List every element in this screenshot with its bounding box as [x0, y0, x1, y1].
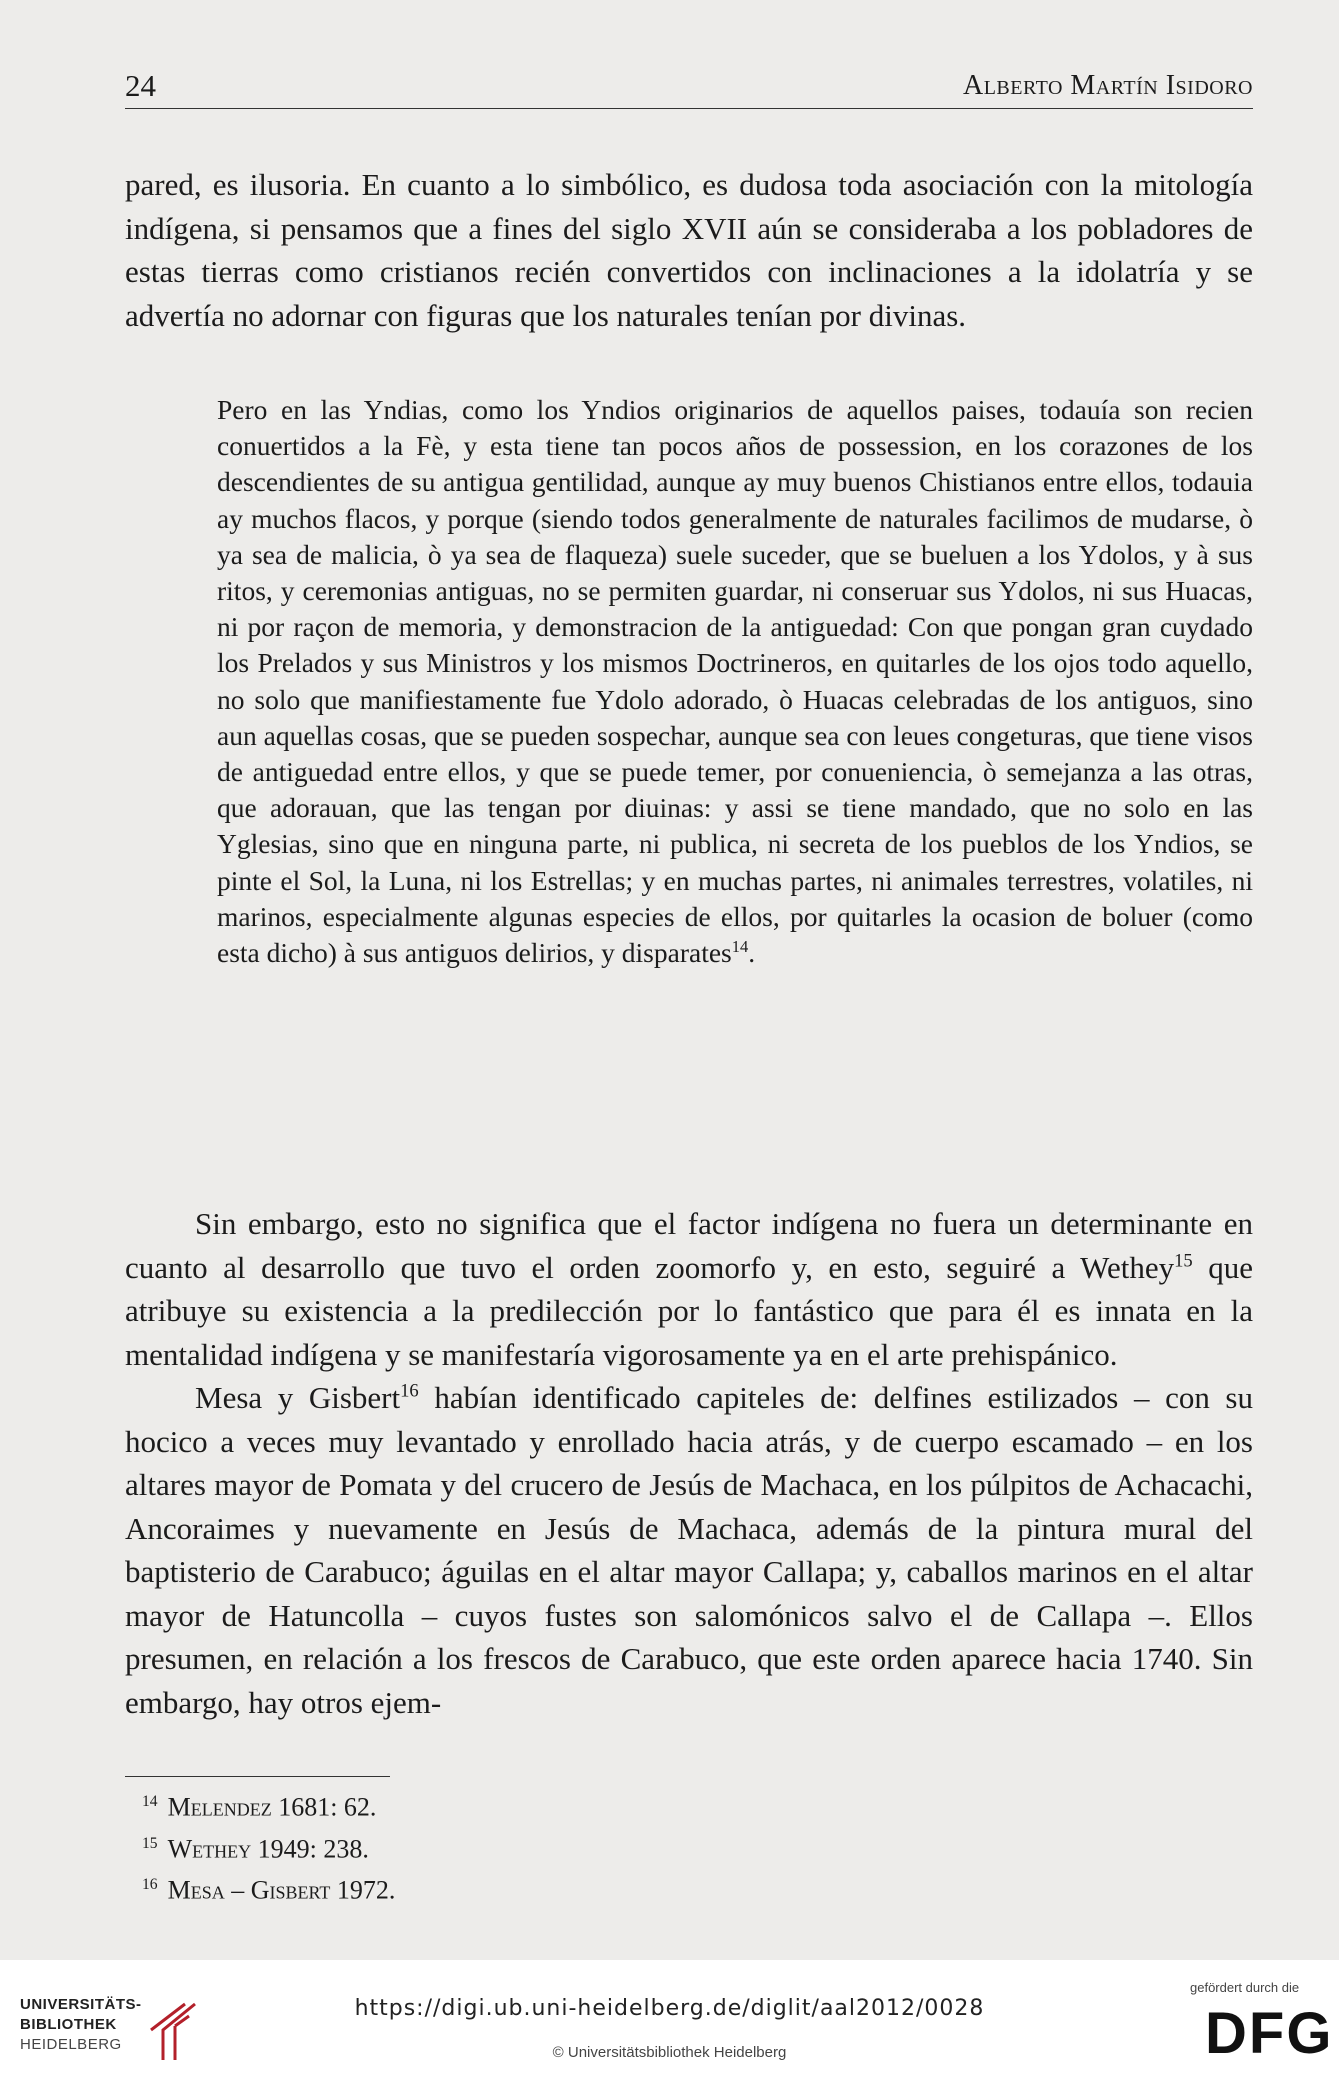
funding-note: gefördert durch die: [1190, 1980, 1300, 1995]
quote-end: .: [748, 937, 756, 969]
page-number: 24: [125, 68, 156, 103]
copyright-notice: © Universitätsbibliothek Heidelberg: [552, 2044, 787, 2061]
logo-line-2: BIBLIOTHEK: [20, 2016, 117, 2033]
digitization-footer: [0, 1960, 1339, 2099]
footnote-author: Melendez: [167, 1792, 272, 1822]
dfg-logo[interactable]: DFG: [1205, 2001, 1334, 2066]
paragraph-1: [125, 163, 1253, 337]
body-continuation: [125, 1202, 1253, 1724]
footnote-author: Wethey: [167, 1834, 252, 1864]
footnote-reference: 1681: 62.: [271, 1792, 377, 1822]
logo-line-3: HEIDELBERG: [20, 2036, 122, 2053]
paragraph-3: [125, 1376, 1253, 1724]
footnote-reference: 1972.: [330, 1875, 396, 1905]
footnote-divider: [125, 1776, 390, 1777]
paragraph-2-part-b: que atribuye su existencia a la predilección por lo fantástico que para él es innata en la mentalidad indígena y se manifestaría vigorosamente ya en el arte prehispánico.: [125, 1249, 1253, 1372]
paragraph-2: [125, 1202, 1253, 1376]
paragraph-3-part-b: habían identificado capiteles de: delfines estilizados – con su hocico a veces muy levantado y enrollado hacia atrás, y de cuerpo escamado – en los altares mayor de Pomata y del crucero de Jesús de Machaca, en los púlpitos de Achacachi, Ancoraimes y nuevamente en Jesús de Machaca, además de la pintura mural del baptisterio de Carabuco; águilas en el altar mayor Callapa; y, caballos marinos en el altar mayor de Hatuncolla – cuyos fustes son salomónicos salvo el de Callapa –. Ellos presumen, en relación a los frescos de Carabuco, que este orden aparece hacia 1740. Sin embargo, hay otros ejem-: [125, 1380, 1253, 1720]
paragraph-3-part-a: Mesa y Gisbert: [195, 1380, 401, 1415]
footnote-16: [142, 1867, 395, 1909]
paragraph-2-part-a: Sin embargo, esto no significa que el factor indígena no fuera un determinante en cuanto al desarrollo que tuvo el orden zoomorfo y, en esto, seguiré a Wethey: [125, 1206, 1253, 1285]
footnote-reference: 1949: 238.: [251, 1834, 369, 1864]
footnote-ref-15[interactable]: 15: [1174, 1250, 1193, 1272]
footnote-15: [142, 1826, 395, 1868]
footnotes: [142, 1784, 395, 1909]
footnote-number: 14: [142, 1793, 158, 1810]
footnote-14: [142, 1784, 395, 1826]
quote-body: Pero en las Yndias, como los Yndios originarios de aquellos paises, todauía son recien conuertidos a la Fè, y esta tiene tan pocos años de possession, en los corazones de los descendientes de su antigua gentilidad, aunque ay muy buenos Chistianos entre ellos, todauia ay muchos flacos, y porque (siendo todos generalmente de naturales facilimos de mudarse, ò ya sea de malicia, ò ya sea de flaqueza) suele suceder, que se bueluen a los Ydolos, y à sus ritos, y ceremonias antiguas, no se permiten guardar, ni conseruar sus Ydolos, ni sus Huacas, ni por raçon de memoria, y demonstracion de la antiguedad: Con que pongan gran cuydado los Prelados y sus Ministros y los mismos Doctrineros, en quitarles de los ojos todo aquello, no solo que manifiestamente fue Ydolo adorado, ò Huacas celebradas de los antiguos, sino aun aquellas cosas, que se pueden sospechar, aunque sea con leues congeturas, que tiene visos de antiguedad entre ellos, y que se puede temer, por conueniencia, ò semejanza a las otras, que adorauan, que las tengan por diuinas: y assi se tiene mandado, que no solo en las Yglesias, sino que en ninguna parte, ni publica, ni secreta de los pueblos de los Yndios, se pinte el Sol, la Luna, ni los Estrellas; y en muchas partes, ni animales terrestres, volatiles, ni marinos, especialmente algunas especies de ellos, por quitarles la ocasion de boluer (como esta dicho) à sus antiguos delirios, y disparates: [217, 394, 1253, 969]
footnote-number: 15: [142, 1834, 158, 1852]
block-quote: [217, 392, 1253, 971]
footnote-ref-14[interactable]: 14: [731, 936, 749, 956]
block-quote-text: [217, 392, 1253, 971]
logo-line-1: UNIVERSITÄTS-: [20, 1996, 142, 2013]
footnote-ref-16[interactable]: 16: [400, 1380, 419, 1402]
footnote-number: 16: [142, 1876, 158, 1894]
paragraph-1-text: pared, es ilusoria. En cuanto a lo simbólico, es dudosa toda asociación con la mitología indígena, si pensamos que a fines del siglo XVII aún se consideraba a los pobladores de estas tierras como cristianos recién convertidos con inclinaciones a la idolatría y se advertía no adornar con figuras que los naturales tenían por divinas.: [125, 167, 1253, 333]
page-header: [125, 68, 1253, 109]
source-url-link[interactable]: https://digi.ub.uni-heidelberg.de/diglit/aal2012/0028: [354, 1996, 985, 2021]
running-head: Alberto Martín Isidoro: [962, 70, 1253, 101]
footnote-author: Mesa – Gisbert: [167, 1875, 331, 1905]
